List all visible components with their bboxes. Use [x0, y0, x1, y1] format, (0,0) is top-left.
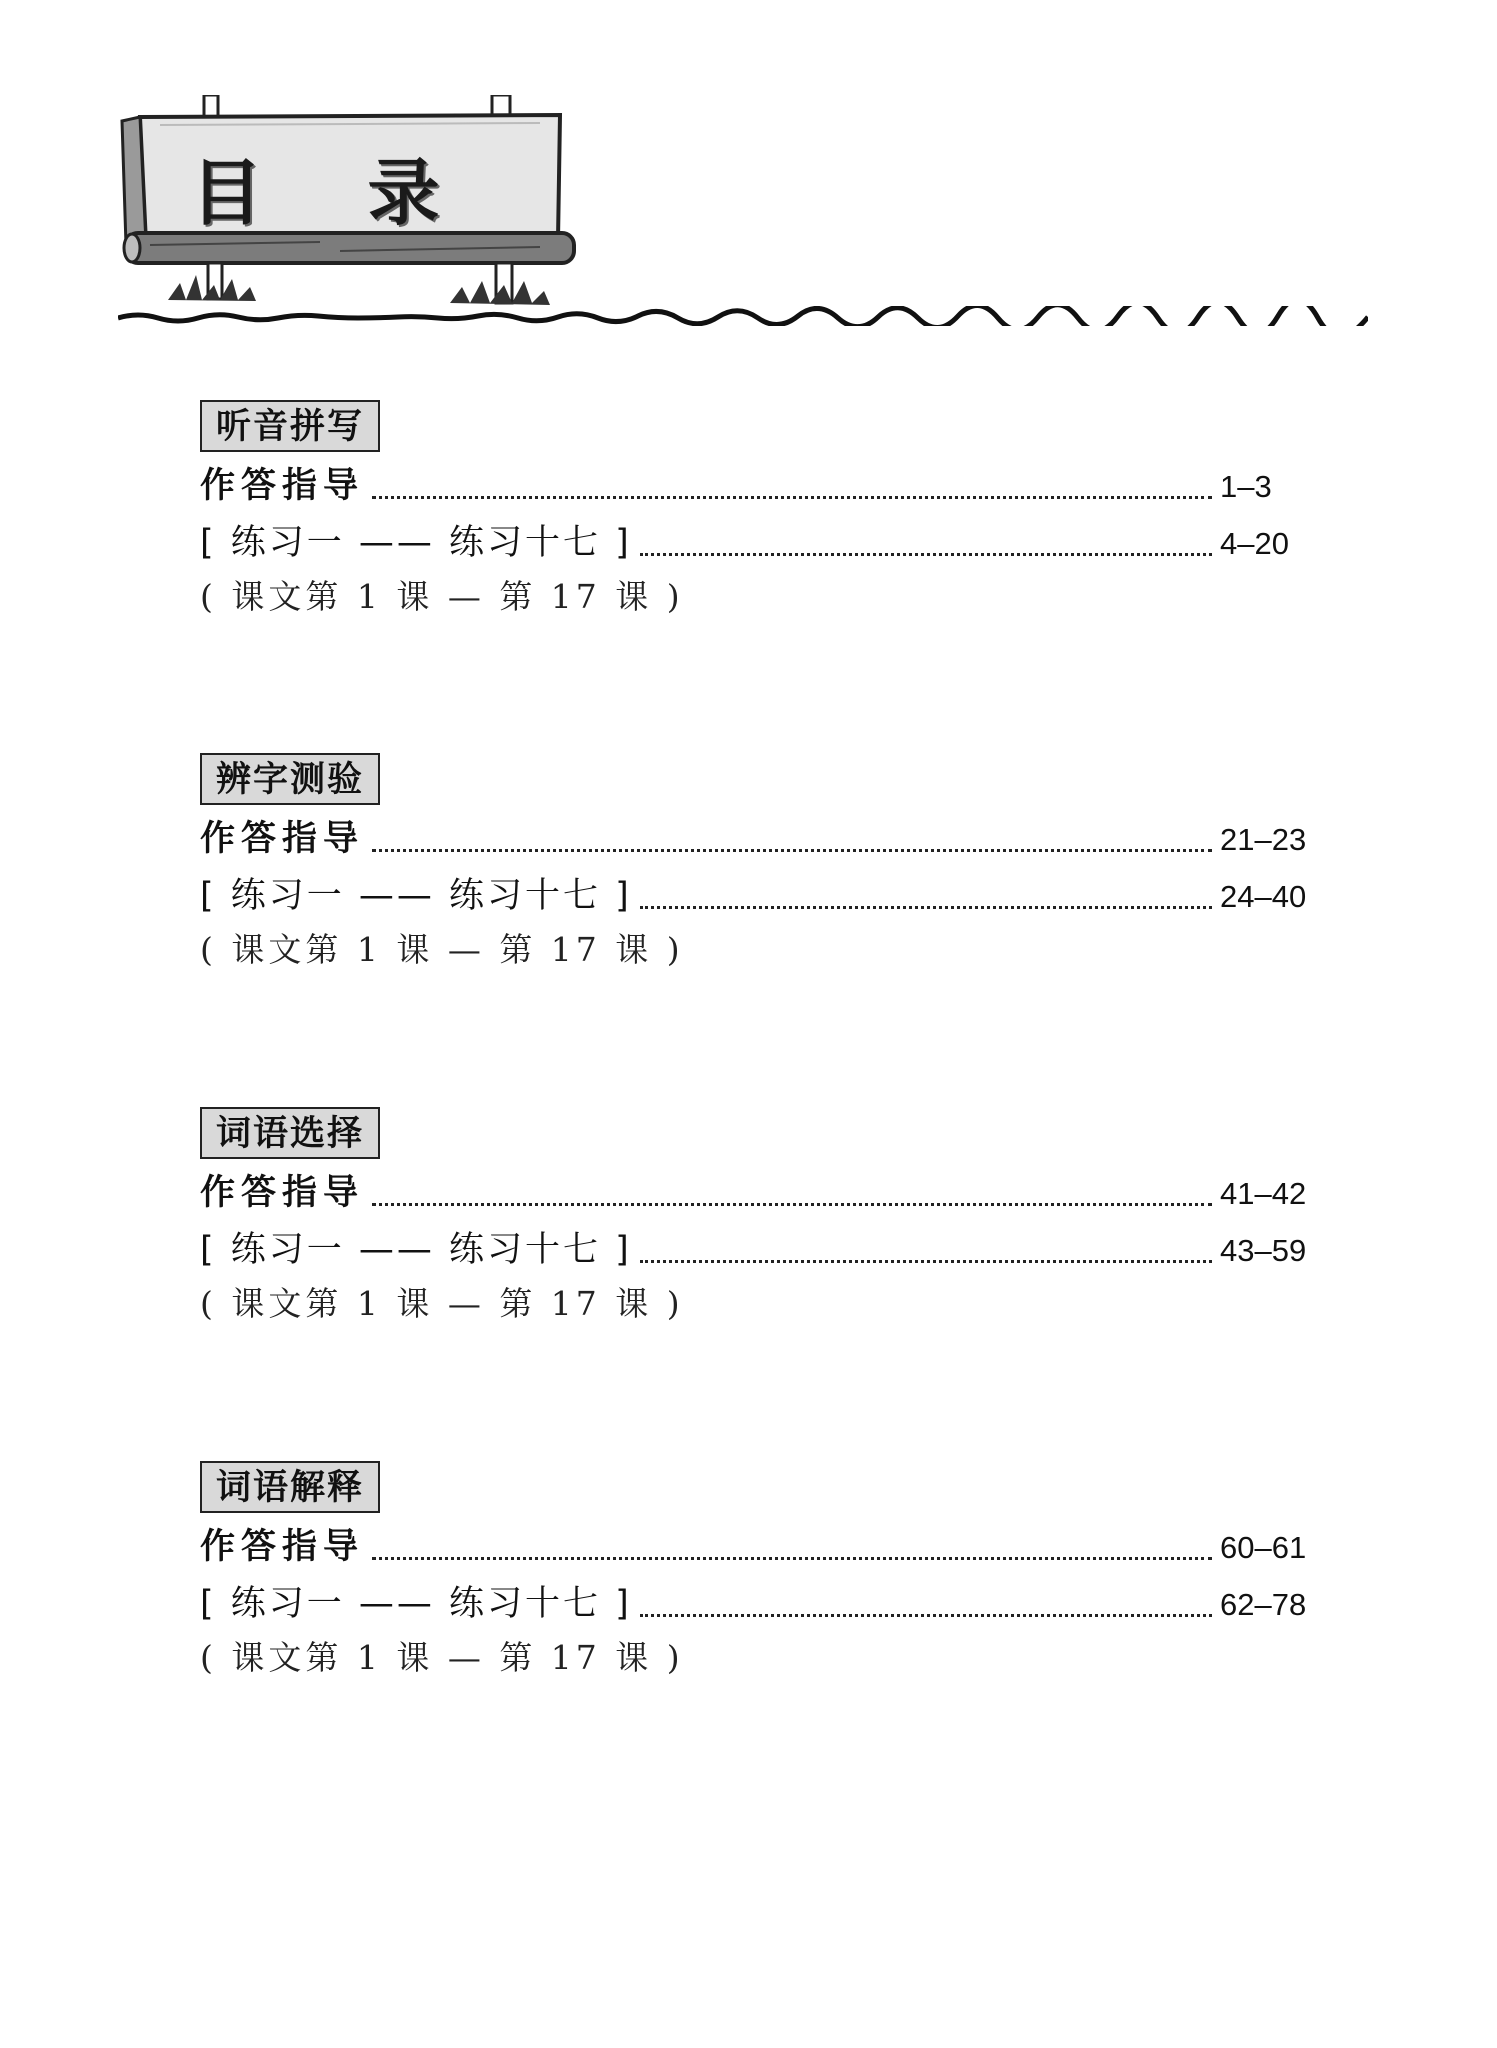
lesson-note: ( 课文第 1 课 — 第 17 课 ) — [200, 1638, 684, 1677]
page-range: 62–78 — [1220, 1587, 1307, 1622]
dot-leader — [372, 495, 1212, 499]
dot-leader — [372, 1202, 1212, 1206]
section-title: 听音拼写 — [200, 400, 380, 452]
page-range: 1–3 — [1220, 469, 1272, 504]
ground-line-icon — [118, 306, 1368, 326]
section-title: 词语解释 — [200, 1461, 380, 1513]
page-range: 24–40 — [1220, 879, 1307, 914]
toc-section — [200, 1461, 1320, 1683]
header-sign — [120, 95, 580, 315]
dot-leader — [640, 1259, 1212, 1263]
page-range: 41–42 — [1220, 1176, 1307, 1211]
toc-entry-guide[interactable] — [200, 452, 1320, 509]
lesson-note: ( 课文第 1 课 — 第 17 课 ) — [200, 577, 684, 616]
entry-label: [ 练习一 —— 练习十七 ] — [200, 523, 632, 563]
entry-label: [ 练习一 —— 练习十七 ] — [200, 1230, 632, 1270]
entry-label: [ 练习一 —— 练习十七 ] — [200, 876, 632, 916]
entry-label: 作答指导 — [200, 1173, 365, 1213]
entry-label: 作答指导 — [200, 819, 365, 859]
toc-section — [200, 753, 1320, 975]
dot-leader — [640, 905, 1212, 909]
entry-label: [ 练习一 —— 练习十七 ] — [200, 1584, 632, 1624]
section-title: 词语选择 — [200, 1107, 380, 1159]
toc-entry-exercises[interactable] — [200, 1570, 1320, 1627]
page-title: 目 录 — [190, 151, 480, 235]
toc-entry-guide[interactable] — [200, 1159, 1320, 1216]
dot-leader — [640, 1613, 1212, 1617]
lesson-note: ( 课文第 1 课 — 第 17 课 ) — [200, 930, 684, 969]
dot-leader — [372, 848, 1212, 852]
entry-label: 作答指导 — [200, 466, 365, 506]
toc-section — [200, 400, 1320, 622]
page-range: 60–61 — [1220, 1530, 1307, 1565]
lesson-note: ( 课文第 1 课 — 第 17 课 ) — [200, 1284, 684, 1323]
toc-section — [200, 1107, 1320, 1329]
toc-entry-exercises[interactable] — [200, 1216, 1320, 1273]
section-title: 辨字测验 — [200, 753, 380, 805]
page-range: 21–23 — [1220, 822, 1307, 857]
toc-entry-guide[interactable] — [200, 1513, 1320, 1570]
page-range: 4–20 — [1220, 526, 1289, 561]
toc-entry-exercises[interactable] — [200, 862, 1320, 919]
entry-label: 作答指导 — [200, 1527, 365, 1567]
toc-entry-guide[interactable] — [200, 805, 1320, 862]
dot-leader — [372, 1556, 1212, 1560]
toc-entry-exercises[interactable] — [200, 509, 1320, 566]
dot-leader — [640, 552, 1212, 556]
page-range: 43–59 — [1220, 1233, 1307, 1268]
